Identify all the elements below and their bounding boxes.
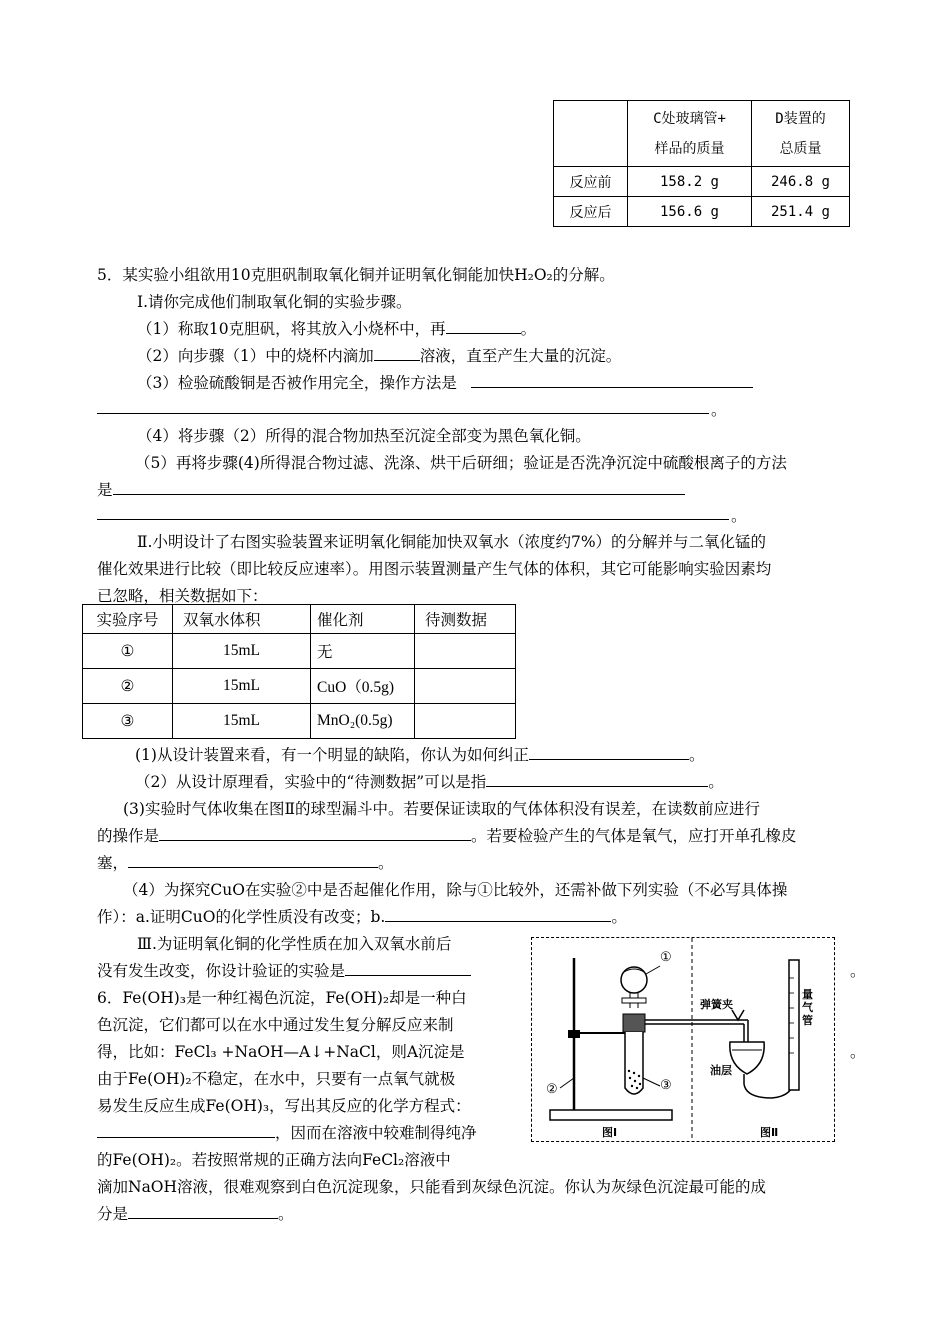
q6-line5: 易发生反应生成Fe(OH)₃，写出其反应的化学方程式： [97,1097,471,1115]
mass-table-cell: 156.6 g [628,197,752,227]
answer-blank[interactable] [159,825,471,841]
clamp-label: 弹簧夹 [700,998,733,1011]
experiment-table-cell: ③ [83,704,173,739]
q6-line2: 色沉淀，它们都可以在水中通过发生复分解反应来制 [97,1016,454,1034]
label-1: ① [660,950,672,965]
period: 。 [850,1043,866,1061]
label-3: ③ [660,1078,672,1093]
q6-line9: 分是 。 [97,1205,294,1223]
gas-tube-label: 量气管 [802,988,813,1027]
answer-blank[interactable] [113,479,685,495]
experiment-table-cell[interactable] [415,634,516,669]
experiment-table-header: 实验序号 [83,605,173,634]
experiment-table-cell: MnO₂(0.5g) [311,704,415,739]
answer-line[interactable] [97,413,709,414]
q5-step5: （5）再将步骤(4)所得混合物过滤、洗涤、烘干后研细；验证是否洗净沉淀中硫酸根离子的方法 [135,454,787,472]
answer-blank[interactable] [97,1122,275,1138]
mass-table-header: C处玻璃管+ 样品的质量 [628,101,752,167]
experiment-table-cell: 15mL [173,704,311,739]
part2-q1: (1)从设计装置来看，有一个明显的缺陷，你认为如何纠正 。 [135,746,705,764]
answer-blank[interactable] [128,852,378,868]
mass-table-cell: 251.4 g [752,197,850,227]
bulb-funnel [730,1042,764,1074]
period: 。 [850,962,866,980]
part3-line1: Ⅲ.为证明氧化铜的化学性质在加入双氧水前后 [137,935,452,953]
q5-step3: （3）检验硫酸铜是否被作用完全，操作方法是 [137,371,753,393]
part2-q4-line1: （4）为探究CuO在实验②中是否起催化作用，除与①比较外，还需补做下列实验（不必写具体操 [123,881,788,899]
funnel-bulb [621,967,647,993]
q6-line7: 的Fe(OH)₂。若按照常规的正确方法向FeCl₂溶液中 [97,1151,451,1169]
q5-part2-line1: Ⅱ.小明设计了右图实验装置来证明氧化铜能加快双氧水（浓度约7%）的分解并与二氧化锰的 [137,533,767,551]
part2-q3-line2: 的操作是 。若要检验产生的气体是氧气，应打开单孔橡皮 [97,827,797,845]
leader-line [646,966,660,974]
clamp-boss [568,1030,580,1038]
q5-part1-title: Ⅰ.请你完成他们制取氧化铜的实验步骤。 [137,293,412,311]
answer-line[interactable] [97,519,729,520]
part3-line2: 没有发生改变，你设计验证的实验是 [97,959,471,981]
mass-table-cell: 反应后 [554,197,628,227]
fig1-caption: 图Ⅰ [602,1126,618,1139]
fig2-caption: 图Ⅱ [760,1126,779,1139]
part2-q4-line2: 作）：a.证明CuO的化学性质没有改变；b. 。 [97,908,627,926]
answer-blank[interactable] [446,318,521,334]
mass-table [553,100,850,227]
q5-step2: （2）向步骤（1）中的烧杯内滴加 溶液，直至产生大量的沉淀。 [137,347,622,365]
experiment-table-cell: 无 [311,634,415,669]
period: 。 [731,507,747,525]
experiment-table-cell: ② [83,669,173,704]
stopper [623,1014,645,1032]
apparatus-figure [531,937,835,1142]
part2-q2: （2）从设计原理看，实验中的“待测数据”可以是指 。 [135,773,724,791]
experiment-table [82,604,516,739]
q6-line8: 滴加NaOH溶液，很难观察到白色沉淀现象，只能看到灰绿色沉淀。你认为灰绿色沉淀最可能的成 [97,1178,767,1196]
period: 。 [711,401,727,419]
experiment-table-header: 待测数据 [415,605,516,634]
q6-line6: ，因而在溶液中较难制得纯净 [97,1121,477,1143]
stopcock [622,998,646,1003]
mass-table-header: D装置的 总质量 [752,101,850,167]
experiment-table-cell: CuO（0.5g) [311,669,415,704]
spring-clip [732,1010,744,1020]
answer-blank[interactable] [385,906,611,922]
experiment-table-cell: 15mL [173,669,311,704]
answer-blank[interactable] [486,771,708,787]
answer-blank[interactable] [529,744,689,760]
stand-base [550,1110,672,1120]
label-2: ② [546,1082,558,1097]
answer-blank[interactable] [471,372,753,388]
experiment-table-cell: 15mL [173,634,311,669]
q5-step5b: 是 [97,478,685,500]
apparatus-drawing [532,938,834,1141]
answer-blank[interactable] [128,1203,278,1219]
experiment-table-cell[interactable] [415,669,516,704]
mass-table-cell: 反应前 [554,167,628,197]
experiment-table-header: 催化剂 [311,605,415,634]
leader-line [560,1078,574,1088]
answer-blank[interactable] [345,960,471,976]
experiment-table-header: 双氧水体积 [173,605,311,634]
q6-line1: 6．Fe(OH)₃是一种红褐色沉淀，Fe(OH)₂却是一种白 [97,989,467,1007]
q5-part2-line3: 已忽略，相关数据如下： [97,587,268,605]
mass-table-cell: 158.2 g [628,167,752,197]
part2-q3-line1: (3)实验时气体收集在图Ⅱ的球型漏斗中。若要保证读取的气体体积没有误差，在读数前应进行 [123,800,760,818]
part2-q3-line3: 塞， 。 [97,854,394,872]
mass-table-corner [554,101,628,167]
q6-line3: 得，比如：FeCl₃ +NaOH—A↓+NaCl，则A沉淀是 [97,1043,465,1061]
q5-step1: （1）称取10克胆矾，将其放入小烧杯中，再 。 [137,320,537,338]
experiment-table-cell[interactable] [415,704,516,739]
experiment-table-cell: ① [83,634,173,669]
q5-intro: 5．某实验小组欲用10克胆矾制取氧化铜并证明氧化铜能加快H₂O₂的分解。 [97,266,615,284]
q5-part2-line2: 催化效果进行比较（即比较反应速率）。用图示装置测量产生气体的体积，其它可能影响实验因素均 [97,560,772,578]
answer-blank[interactable] [374,345,420,361]
mass-table-cell: 246.8 g [752,167,850,197]
q5-step4: （4）将步骤（2）所得的混合物加热至沉淀全部变为黑色氧化铜。 [137,427,591,445]
leader-line [643,1078,660,1086]
gas-burette [789,960,799,1090]
oil-label: 油层 [710,1064,732,1077]
q6-line4: 由于Fe(OH)₂不稳定，在水中，只要有一点氧气就极 [97,1070,456,1088]
